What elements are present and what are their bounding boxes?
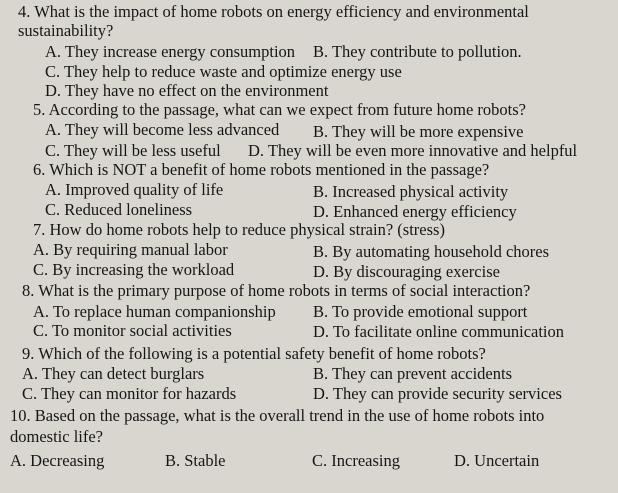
q8-option-a: A. To replace human companionship xyxy=(33,302,276,321)
q4-option-d: D. They have no effect on the environment xyxy=(45,81,329,100)
q4-option-b: B. They contribute to pollution. xyxy=(313,42,522,61)
q6-option-c: C. Reduced loneliness xyxy=(45,200,193,219)
q5-option-b: B. They will be more expensive xyxy=(313,122,524,141)
q6-option-a: A. Improved quality of life xyxy=(45,180,224,199)
q7-option-b: B. By automating household chores xyxy=(313,242,550,261)
q9-option-d: D. They can provide security services xyxy=(313,384,562,403)
q4-stem-line2: sustainability? xyxy=(18,21,114,40)
q8-option-c: C. To monitor social activities xyxy=(33,321,232,340)
q9-option-c: C. They can monitor for hazards xyxy=(22,384,237,403)
q5-option-c: C. They will be less useful xyxy=(45,141,221,160)
q10-option-d: D. Uncertain xyxy=(454,451,540,470)
q10-stem-line2: domestic life? xyxy=(10,427,104,446)
q10-option-b: B. Stable xyxy=(165,451,226,470)
q8-option-b: B. To provide emotional support xyxy=(313,302,528,321)
q6-option-b: B. Increased physical activity xyxy=(313,182,509,201)
q7-option-a: A. By requiring manual labor xyxy=(33,240,228,259)
q6-option-d: D. Enhanced energy efficiency xyxy=(313,202,517,221)
q9-option-b: B. They can prevent accidents xyxy=(313,364,512,383)
q8-option-d: D. To facilitate online communication xyxy=(313,322,565,341)
q6-stem: 6. Which is NOT a benefit of home robots mentioned in the passage? xyxy=(33,160,490,179)
q7-stem: 7. How do home robots help to reduce physical strain? (stress) xyxy=(33,220,445,239)
q5-stem: 5. According to the passage, what can we expect from future home robots? xyxy=(33,100,527,119)
q10-stem-line1: 10. Based on the passage, what is the overall trend in the use of home robots into xyxy=(10,406,545,425)
q7-option-d: D. By discouraging exercise xyxy=(313,262,500,281)
q9-option-a: A. They can detect burglars xyxy=(22,364,205,383)
q4-option-c: C. They help to reduce waste and optimize energy use xyxy=(45,62,402,81)
q10-option-a: A. Decreasing xyxy=(10,451,105,470)
q5-option-d: D. They will be even more innovative and helpful xyxy=(248,141,578,160)
q8-stem: 8. What is the primary purpose of home robots in terms of social interaction? xyxy=(22,281,531,300)
q5-option-a: A. They will become less advanced xyxy=(45,120,280,139)
q9-stem: 9. Which of the following is a potential safety benefit of home robots? xyxy=(22,344,486,363)
q10-option-c: C. Increasing xyxy=(312,451,400,470)
q4-option-a: A. They increase energy consumption xyxy=(45,42,296,61)
q4-stem-line1: 4. What is the impact of home robots on energy efficiency and environmental xyxy=(18,2,529,21)
q7-option-c: C. By increasing the workload xyxy=(33,260,235,279)
